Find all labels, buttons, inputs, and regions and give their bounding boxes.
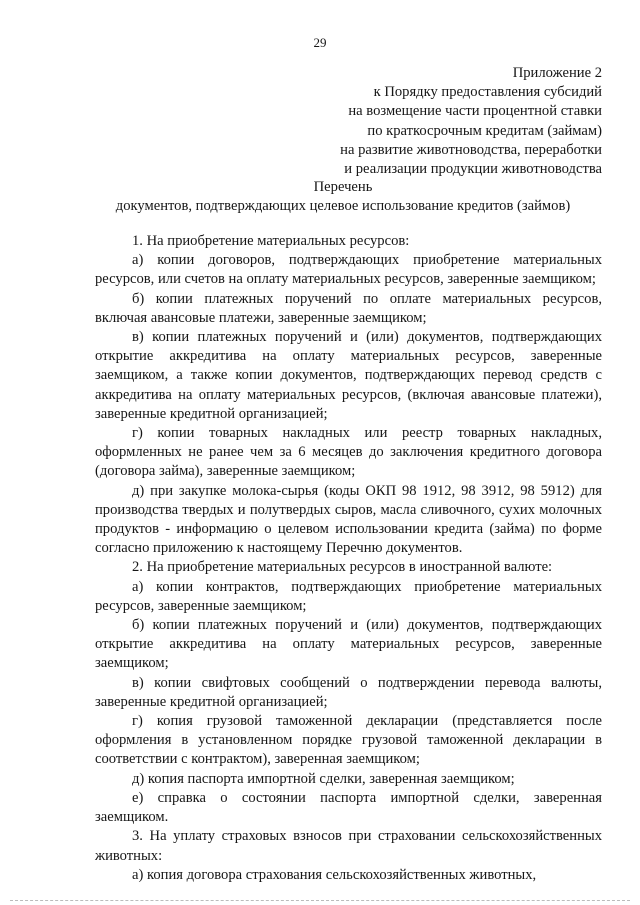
list-item: е) справка о состоянии паспорта импортной сделки, заверенная заемщиком.	[95, 789, 602, 826]
list-item: г) копии товарных накладных или реестр товарных накладных, оформленных не ранее чем за 6 месяцев до заключения кредитного договора (договора займа), заверенные заемщиком;	[95, 425, 602, 480]
appendix-line: по краткосрочным кредитам (займам)	[367, 122, 602, 139]
list-item: б) копии платежных поручений и (или) документов, подтверждающих открытие аккредитива на оплату материальных ресурсов, заверенные заемщиком;	[95, 617, 602, 672]
heading-subtitle: документов, подтверждающих целевое использование кредитов (займов)	[115, 198, 571, 215]
appendix-line: к Порядку предоставления субсидий	[373, 84, 602, 101]
list-item: а) копии контрактов, подтверждающих приобретение материальных ресурсов, заверенные заемщиком;	[95, 578, 602, 614]
document-heading	[84, 178, 602, 216]
appendix-header	[300, 64, 602, 179]
section-heading: 3. На уплату страховых взносов при страховании сельскохозяйственных животных:	[95, 828, 602, 864]
page-bottom-edge	[10, 900, 630, 902]
document-body	[95, 232, 602, 885]
page-number: 29	[313, 35, 327, 50]
section-heading: 1. На приобретение материальных ресурсов:	[132, 233, 410, 249]
appendix-line: на развитие животноводства, переработки	[340, 141, 602, 158]
list-item: д) при закупке молока-сырья (коды ОКП 98 1912, 98 3912, 98 5912) для производства твердых и полутвердых сыров, масла сливочного, сухих молочных продуктов - информацию о целевом использовании кредита (займа) по форме согласно приложению к настоящему Перечню документов.	[95, 482, 602, 557]
list-item: а) копия договора страхования сельскохозяйственных животных,	[132, 866, 537, 883]
appendix-line: и реализации продукции животноводства	[344, 161, 602, 178]
list-item: б) копии платежных поручений по оплате материальных ресурсов, включая авансовые платежи, заверенные заемщиком;	[95, 290, 602, 326]
list-item: г) копия грузовой таможенной декларации (представляется после оформления в установленном порядке грузовой таможенной декларации в соответствии с контрактом), заверенная заемщиком;	[95, 713, 602, 768]
appendix-line: на возмещение части процентной ставки	[348, 103, 602, 120]
heading-title: Перечень	[313, 179, 373, 195]
list-item: а) копии договоров, подтверждающих приобретение материальных ресурсов, или счетов на оплату материальных ресурсов, заверенные заемщиком;	[95, 252, 602, 288]
section-heading: 2. На приобретение материальных ресурсов в иностранной валюте:	[132, 559, 553, 576]
appendix-line: Приложение 2	[512, 65, 602, 81]
list-item: в) копии свифтовых сообщений о подтверждении перевода валюты, заверенные кредитной организацией;	[95, 674, 602, 710]
list-item: д) копия паспорта импортной сделки, заверенная заемщиком;	[132, 770, 515, 787]
list-item: в) копии платежных поручений и (или) документов, подтверждающих открытие аккредитива на оплату материальных ресурсов, заверенные заемщиком, а также копии документов, подтверждающих перевод средств с аккредитива на оплату материальных ресурсов, (включая авансовые платежи), заверенные кредитной организацией;	[95, 329, 602, 422]
